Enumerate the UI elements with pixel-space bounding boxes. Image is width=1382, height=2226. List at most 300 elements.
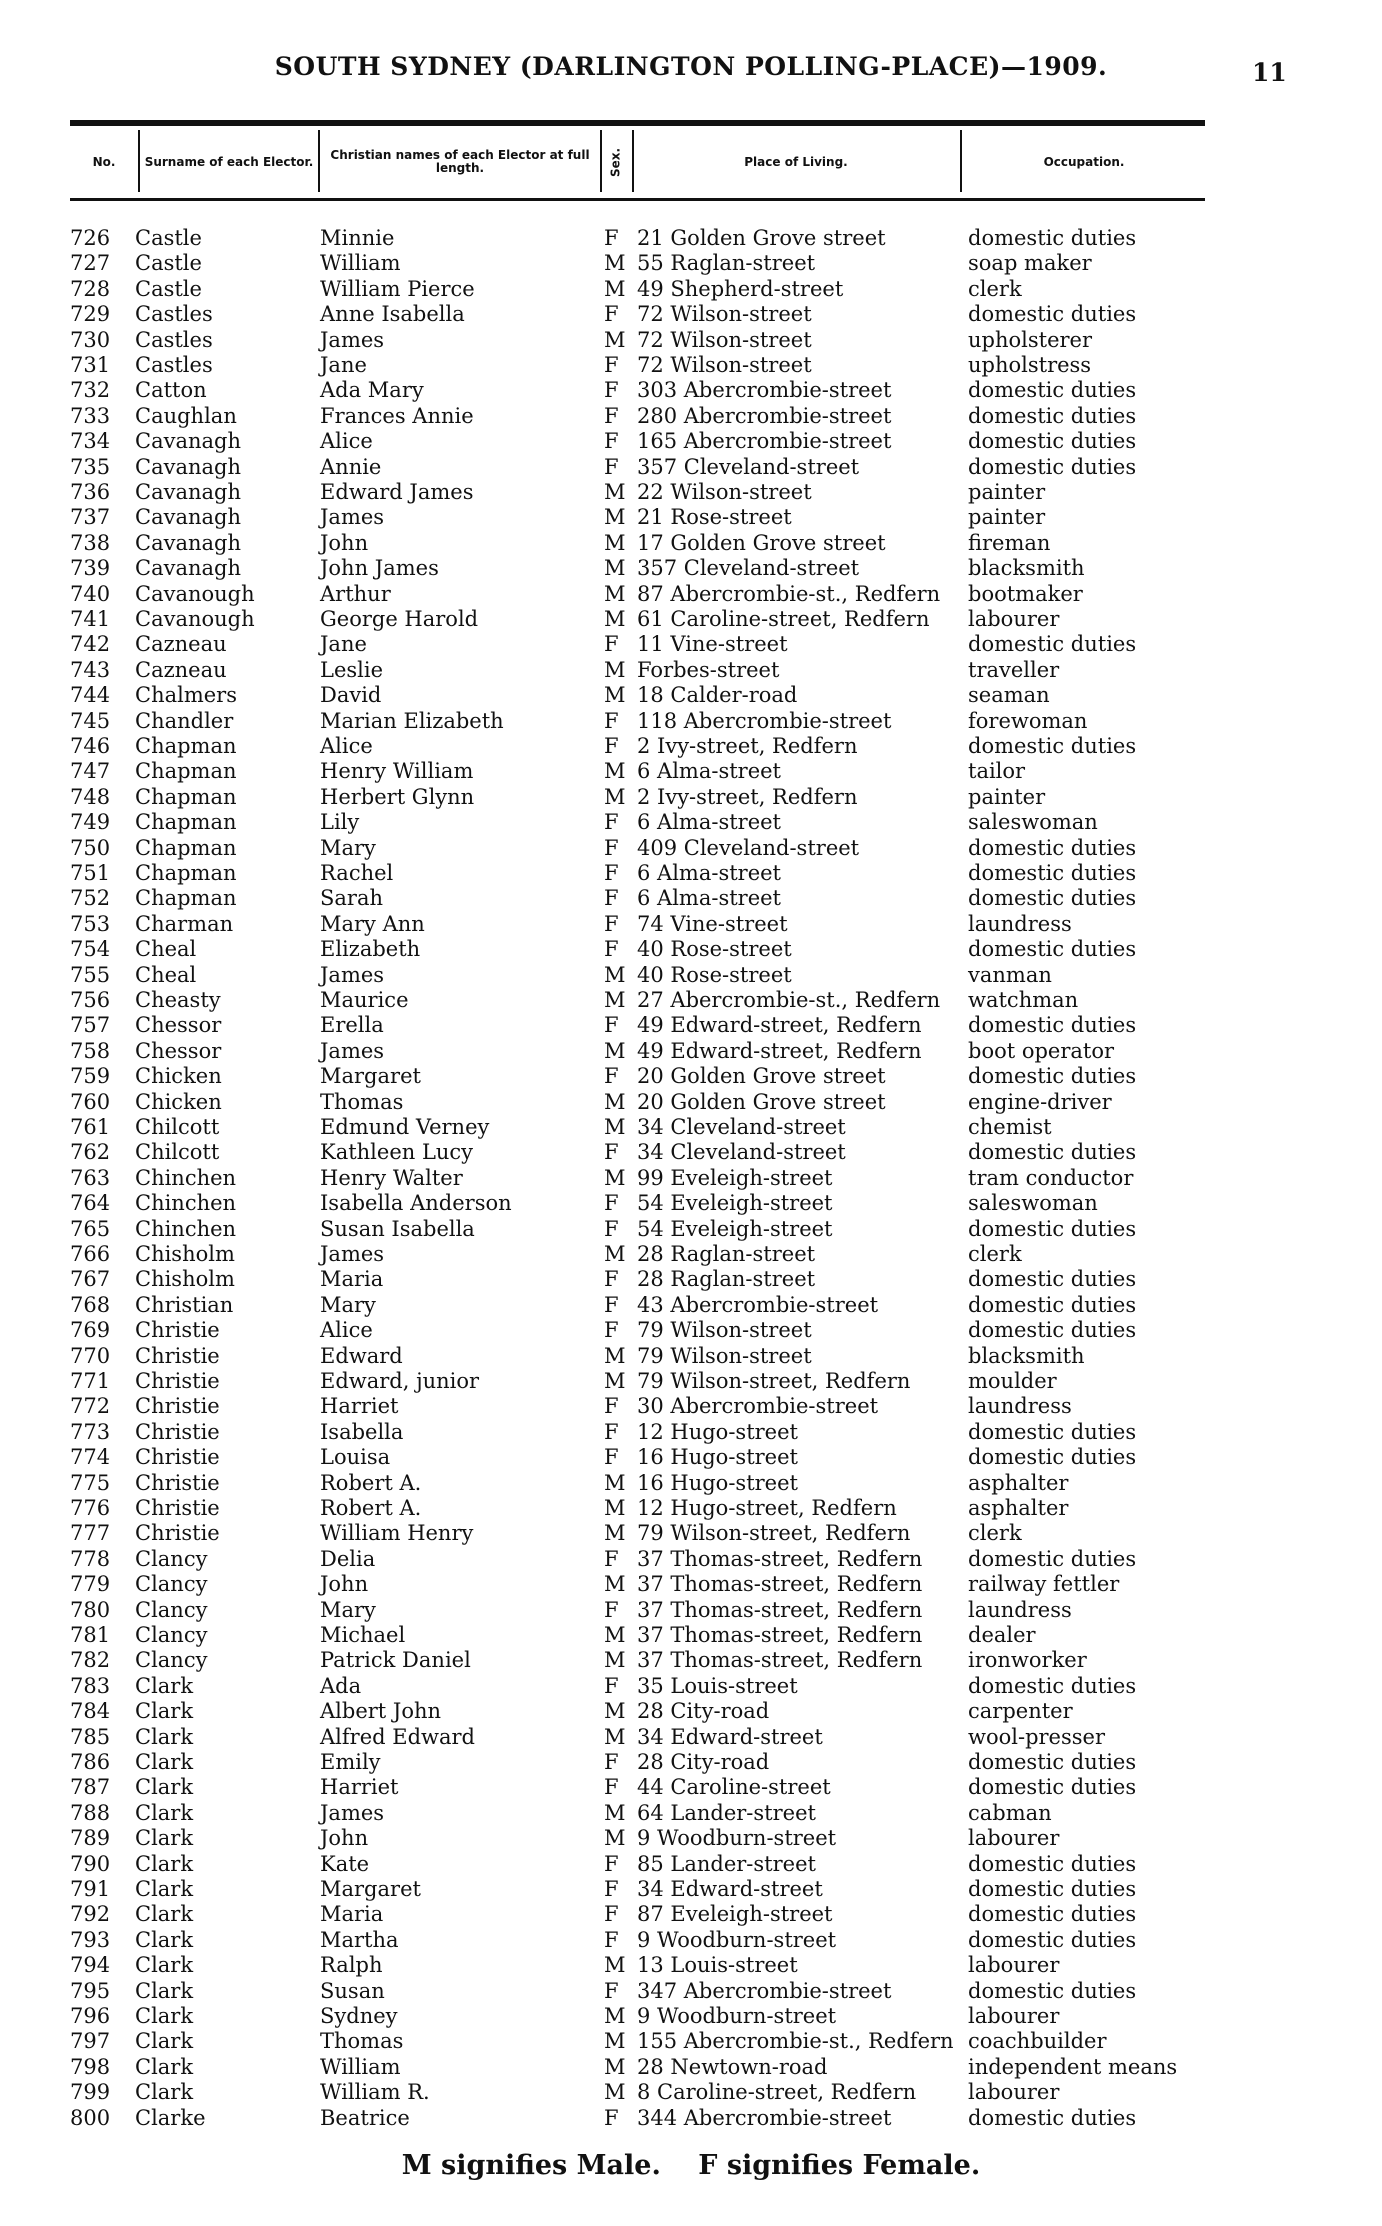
- elector-place-of-living: 2 Ivy-street, Redfern: [637, 784, 858, 809]
- elector-occupation: domestic duties: [968, 1978, 1137, 2003]
- elector-surname: Castles: [135, 302, 213, 327]
- elector-occupation: watchman: [968, 988, 1079, 1012]
- table-row: [0, 404, 1382, 429]
- elector-place-of-living: 87 Eveleigh-street: [637, 1902, 833, 1927]
- elector-number: 752: [70, 886, 111, 911]
- elector-number: 772: [70, 1394, 111, 1419]
- elector-occupation: painter: [968, 784, 1046, 809]
- elector-sex: M: [604, 1470, 626, 1495]
- table-row: [0, 1090, 1382, 1115]
- table-row: [0, 1496, 1382, 1521]
- elector-surname: Chapman: [135, 784, 237, 809]
- elector-number: 796: [70, 2004, 111, 2028]
- elector-sex: F: [604, 302, 619, 327]
- elector-occupation: painter: [968, 480, 1046, 504]
- table-row: [0, 658, 1382, 683]
- elector-sex: F: [604, 1394, 619, 1419]
- elector-number: 757: [70, 1013, 111, 1038]
- table-row: [0, 836, 1382, 861]
- elector-occupation: clerk: [968, 1242, 1022, 1266]
- elector-christian-names: James: [320, 1242, 385, 1266]
- elector-place-of-living: 28 Raglan-street: [637, 1267, 816, 1292]
- elector-christian-names: William Pierce: [320, 276, 475, 301]
- elector-place-of-living: 72 Wilson-street: [637, 353, 812, 377]
- elector-number: 792: [70, 1902, 111, 1927]
- table-row: [0, 1293, 1382, 1318]
- elector-occupation: asphalter: [968, 1470, 1069, 1495]
- elector-number: 741: [70, 607, 111, 631]
- elector-occupation: forewoman: [968, 708, 1088, 733]
- elector-number: 726: [70, 226, 111, 250]
- elector-number: 778: [70, 1546, 111, 1571]
- elector-surname: Clark: [135, 1775, 194, 1800]
- elector-place-of-living: 16 Hugo-street: [637, 1470, 798, 1495]
- elector-place-of-living: 49 Shepherd-street: [637, 276, 844, 301]
- elector-number: 769: [70, 1318, 111, 1343]
- table-row: [0, 937, 1382, 962]
- elector-place-of-living: 34 Edward-street: [637, 1877, 823, 1901]
- elector-place-of-living: 17 Golden Grove street: [637, 530, 886, 555]
- table-row: [0, 1115, 1382, 1140]
- elector-occupation: traveller: [968, 657, 1060, 682]
- table-row: [0, 1699, 1382, 1724]
- elector-number: 758: [70, 1038, 111, 1063]
- elector-place-of-living: 6 Alma-street: [637, 861, 781, 885]
- elector-surname: Christie: [135, 1369, 220, 1393]
- elector-christian-names: Sydney: [320, 2004, 398, 2028]
- elector-occupation: saleswoman: [968, 810, 1098, 835]
- elector-place-of-living: 37 Thomas-street, Redfern: [637, 1648, 923, 1673]
- table-row: [0, 1979, 1382, 2004]
- elector-surname: Christie: [135, 1394, 220, 1419]
- table-row: [0, 1394, 1382, 1419]
- elector-place-of-living: 9 Woodburn-street: [637, 1826, 837, 1851]
- elector-place-of-living: 79 Wilson-street, Redfern: [637, 1521, 911, 1546]
- elector-surname: Christian: [135, 1292, 234, 1317]
- elector-place-of-living: 49 Edward-street, Redfern: [637, 1013, 922, 1038]
- elector-number: 753: [70, 911, 111, 936]
- elector-sex: M: [604, 1038, 626, 1063]
- table-row: [0, 1191, 1382, 1216]
- elector-occupation: ironworker: [968, 1648, 1087, 1673]
- table-row: [0, 1318, 1382, 1343]
- elector-christian-names: James: [320, 327, 385, 352]
- table-row: [0, 963, 1382, 988]
- elector-sex: M: [604, 1800, 626, 1825]
- elector-surname: Chilcott: [135, 1115, 220, 1139]
- elector-number: 754: [70, 937, 111, 962]
- elector-place-of-living: 357 Cleveland-street: [637, 556, 860, 581]
- elector-christian-names: Herbert Glynn: [320, 784, 475, 809]
- elector-occupation: blacksmith: [968, 1343, 1085, 1368]
- elector-christian-names: James: [320, 962, 385, 987]
- elector-place-of-living: 8 Caroline-street, Redfern: [637, 2080, 917, 2105]
- elector-sex: F: [604, 911, 619, 936]
- elector-place-of-living: 55 Raglan-street: [637, 251, 816, 276]
- elector-place-of-living: 40 Rose-street: [637, 962, 792, 987]
- elector-christian-names: Erella: [320, 1013, 384, 1038]
- elector-sex: F: [604, 1292, 619, 1317]
- elector-occupation: laundress: [968, 1597, 1072, 1622]
- table-row: [0, 1267, 1382, 1292]
- elector-surname: Cavanagh: [135, 429, 241, 454]
- table-row: [0, 1166, 1382, 1191]
- elector-christian-names: Edward, junior: [320, 1369, 480, 1393]
- elector-occupation: vanman: [968, 962, 1052, 987]
- elector-occupation: domestic duties: [968, 378, 1137, 403]
- elector-christian-names: Isabella: [320, 1419, 404, 1444]
- elector-place-of-living: 54 Eveleigh-street: [637, 1191, 833, 1216]
- col-divider: [318, 130, 320, 192]
- elector-number: 794: [70, 1953, 111, 1978]
- elector-christian-names: Anne Isabella: [320, 302, 465, 327]
- elector-place-of-living: 87 Abercrombie-st., Redfern: [637, 581, 941, 606]
- elector-occupation: clerk: [968, 276, 1022, 301]
- col-divider: [138, 130, 140, 192]
- table-row: [0, 709, 1382, 734]
- col-divider: [632, 130, 634, 192]
- elector-place-of-living: 27 Abercrombie-st., Redfern: [637, 988, 941, 1012]
- elector-christian-names: Kate: [320, 1851, 370, 1876]
- table-row: [0, 1623, 1382, 1648]
- elector-surname: Cavanagh: [135, 505, 241, 530]
- col-header-christian-names: Christian names of each Elector at full length.: [330, 148, 590, 175]
- table-row: [0, 429, 1382, 454]
- table-row: [0, 480, 1382, 505]
- table-row: [0, 251, 1382, 276]
- elector-surname: Chicken: [135, 1089, 222, 1114]
- elector-place-of-living: 13 Louis-street: [637, 1953, 798, 1978]
- elector-christian-names: Lily: [320, 810, 360, 835]
- elector-occupation: tailor: [968, 759, 1026, 784]
- elector-number: 740: [70, 581, 111, 606]
- col-divider: [600, 130, 602, 192]
- table-row: [0, 353, 1382, 378]
- elector-christian-names: Albert John: [320, 1699, 442, 1724]
- elector-christian-names: Maria: [320, 1902, 384, 1927]
- elector-sex: M: [604, 1648, 626, 1673]
- elector-number: 799: [70, 2080, 111, 2105]
- elector-number: 800: [70, 2105, 111, 2130]
- elector-number: 751: [70, 861, 111, 885]
- col-header-place: Place of Living.: [744, 154, 848, 169]
- elector-surname: Castle: [135, 276, 202, 301]
- elector-occupation: domestic duties: [968, 835, 1137, 860]
- elector-surname: Cavanagh: [135, 454, 241, 479]
- elector-number: 731: [70, 353, 111, 377]
- table-row: [0, 988, 1382, 1013]
- elector-occupation: wool-presser: [968, 1724, 1106, 1749]
- table-row: [0, 1217, 1382, 1242]
- elector-number: 744: [70, 683, 111, 708]
- elector-christian-names: Rachel: [320, 861, 394, 885]
- table-row: [0, 582, 1382, 607]
- elector-christian-names: Mary Ann: [320, 911, 425, 936]
- elector-surname: Clark: [135, 1750, 194, 1774]
- elector-place-of-living: 85 Lander-street: [637, 1851, 816, 1876]
- elector-sex: M: [604, 276, 626, 301]
- elector-number: 747: [70, 759, 111, 784]
- elector-occupation: clerk: [968, 1521, 1022, 1546]
- elector-surname: Catton: [135, 378, 207, 403]
- elector-christian-names: Alfred Edward: [320, 1724, 475, 1749]
- elector-christian-names: Edmund Verney: [320, 1115, 490, 1139]
- elector-sex: M: [604, 1496, 626, 1520]
- elector-christian-names: Mary: [320, 835, 376, 860]
- elector-place-of-living: 34 Cleveland-street: [637, 1140, 846, 1165]
- elector-occupation: laundress: [968, 911, 1072, 936]
- elector-surname: Cavanough: [135, 607, 255, 631]
- elector-place-of-living: 303 Abercrombie-street: [637, 378, 892, 403]
- elector-place-of-living: 28 Raglan-street: [637, 1242, 816, 1266]
- table-row: [0, 1547, 1382, 1572]
- elector-place-of-living: 28 City-road: [637, 1750, 770, 1774]
- elector-sex: F: [604, 403, 619, 428]
- elector-occupation: labourer: [968, 607, 1060, 631]
- elector-place-of-living: 64 Lander-street: [637, 1800, 816, 1825]
- elector-place-of-living: 12 Hugo-street: [637, 1419, 798, 1444]
- elector-sex: F: [604, 1673, 619, 1698]
- elector-sex: M: [604, 530, 626, 555]
- elector-surname: Caughlan: [135, 403, 237, 428]
- table-row: [0, 1242, 1382, 1267]
- elector-surname: Cavanagh: [135, 530, 241, 555]
- col-header-surname: Surname of each Elector.: [144, 154, 314, 169]
- elector-occupation: labourer: [968, 2080, 1060, 2105]
- elector-christian-names: Maurice: [320, 988, 409, 1012]
- elector-christian-names: Mary: [320, 1597, 376, 1622]
- elector-sex: F: [604, 1927, 619, 1952]
- elector-sex: M: [604, 962, 626, 987]
- elector-place-of-living: 6 Alma-street: [637, 759, 781, 784]
- elector-sex: F: [604, 1267, 619, 1292]
- table-row: [0, 1064, 1382, 1089]
- elector-sex: M: [604, 1572, 626, 1597]
- elector-number: 780: [70, 1597, 111, 1622]
- elector-number: 737: [70, 505, 111, 530]
- elector-occupation: railway fettler: [968, 1572, 1120, 1597]
- elector-number: 762: [70, 1140, 111, 1165]
- elector-christian-names: Ada Mary: [320, 378, 424, 403]
- elector-occupation: domestic duties: [968, 1013, 1137, 1038]
- elector-surname: Chessor: [135, 1013, 222, 1038]
- elector-sex: M: [604, 607, 626, 631]
- elector-number: 748: [70, 784, 111, 809]
- elector-place-of-living: 49 Edward-street, Redfern: [637, 1038, 922, 1063]
- elector-surname: Charman: [135, 911, 234, 936]
- elector-occupation: fireman: [968, 530, 1051, 555]
- elector-surname: Christie: [135, 1318, 220, 1343]
- elector-occupation: domestic duties: [968, 1673, 1137, 1698]
- elector-number: 793: [70, 1927, 111, 1952]
- elector-surname: Clarke: [135, 2105, 206, 2130]
- elector-surname: Clancy: [135, 1597, 208, 1622]
- elector-surname: Chessor: [135, 1038, 222, 1063]
- table-row: [0, 531, 1382, 556]
- elector-occupation: laundress: [968, 1394, 1072, 1419]
- elector-christian-names: Maria: [320, 1267, 384, 1292]
- elector-surname: Castle: [135, 226, 202, 250]
- elector-occupation: domestic duties: [968, 1927, 1137, 1952]
- elector-sex: F: [604, 226, 619, 250]
- col-header-no: No.: [92, 154, 116, 169]
- elector-number: 790: [70, 1851, 111, 1876]
- elector-number: 728: [70, 276, 111, 301]
- elector-number: 759: [70, 1064, 111, 1089]
- table-row: [0, 632, 1382, 657]
- elector-place-of-living: 6 Alma-street: [637, 810, 781, 835]
- col-header-occupation: Occupation.: [1043, 154, 1125, 169]
- elector-occupation: domestic duties: [968, 861, 1137, 885]
- elector-sex: F: [604, 2105, 619, 2130]
- elector-christian-names: Ralph: [320, 1953, 383, 1978]
- elector-sex: M: [604, 505, 626, 530]
- elector-christian-names: Minnie: [320, 226, 395, 250]
- elector-place-of-living: 79 Wilson-street: [637, 1343, 812, 1368]
- elector-place-of-living: 2 Ivy-street, Redfern: [637, 734, 858, 758]
- elector-sex: M: [604, 988, 626, 1012]
- legend-female: F signifies Female.: [698, 2150, 981, 2181]
- elector-number: 767: [70, 1267, 111, 1292]
- elector-surname: Chinchen: [135, 1216, 237, 1241]
- elector-place-of-living: 30 Abercrombie-street: [637, 1394, 879, 1419]
- table-row: [0, 2004, 1382, 2029]
- elector-number: 764: [70, 1191, 111, 1216]
- elector-number: 730: [70, 327, 111, 352]
- elector-number: 797: [70, 2029, 111, 2054]
- elector-occupation: labourer: [968, 1953, 1060, 1978]
- elector-place-of-living: 11 Vine-street: [637, 632, 788, 657]
- elector-number: 775: [70, 1470, 111, 1495]
- elector-number: 789: [70, 1826, 111, 1851]
- elector-christian-names: Alice: [320, 734, 373, 758]
- elector-sex: M: [604, 1623, 626, 1647]
- elector-number: 785: [70, 1724, 111, 1749]
- elector-christian-names: John: [320, 530, 369, 555]
- elector-sex: F: [604, 1064, 619, 1089]
- elector-place-of-living: 43 Abercrombie-street: [637, 1292, 879, 1317]
- table-row: [0, 1852, 1382, 1877]
- elector-occupation: carpenter: [968, 1699, 1073, 1724]
- table-row: [0, 810, 1382, 835]
- elector-sex: F: [604, 937, 619, 962]
- table-row: [0, 302, 1382, 327]
- table-row: [0, 1521, 1382, 1546]
- elector-occupation: upholsterer: [968, 327, 1093, 352]
- elector-surname: Chisholm: [135, 1242, 235, 1266]
- elector-christian-names: Beatrice: [320, 2105, 410, 2130]
- elector-surname: Christie: [135, 1343, 220, 1368]
- elector-sex: M: [604, 1343, 626, 1368]
- elector-surname: Clark: [135, 1953, 194, 1978]
- elector-occupation: engine-driver: [968, 1089, 1112, 1114]
- elector-place-of-living: 34 Edward-street: [637, 1724, 823, 1749]
- elector-number: 761: [70, 1115, 111, 1139]
- elector-occupation: seaman: [968, 683, 1050, 708]
- elector-surname: Clancy: [135, 1623, 208, 1647]
- elector-surname: Chinchen: [135, 1165, 237, 1190]
- elector-occupation: soap maker: [968, 251, 1092, 276]
- elector-number: 781: [70, 1623, 111, 1647]
- elector-surname: Chandler: [135, 708, 234, 733]
- elector-number: 755: [70, 962, 111, 987]
- elector-occupation: asphalter: [968, 1496, 1069, 1520]
- elector-surname: Chapman: [135, 886, 237, 911]
- elector-christian-names: Arthur: [320, 581, 391, 606]
- table-row: [0, 1877, 1382, 1902]
- elector-number: 733: [70, 403, 111, 428]
- elector-sex: F: [604, 1775, 619, 1800]
- elector-number: 795: [70, 1978, 111, 2003]
- elector-christian-names: Delia: [320, 1546, 376, 1571]
- elector-sex: M: [604, 657, 626, 682]
- elector-occupation: domestic duties: [968, 429, 1137, 454]
- elector-occupation: domestic duties: [968, 886, 1137, 911]
- table-row: [0, 2055, 1382, 2080]
- elector-number: 766: [70, 1242, 111, 1266]
- elector-number: 776: [70, 1496, 111, 1520]
- elector-christian-names: Marian Elizabeth: [320, 708, 504, 733]
- elector-sex: M: [604, 1115, 626, 1139]
- elector-occupation: domestic duties: [968, 1902, 1137, 1927]
- elector-number: 788: [70, 1800, 111, 1825]
- elector-christian-names: Thomas: [320, 2029, 404, 2054]
- table-row: [0, 277, 1382, 302]
- page-number: 11: [1252, 58, 1287, 87]
- elector-surname: Clark: [135, 2029, 194, 2054]
- elector-christian-names: John: [320, 1826, 369, 1851]
- elector-sex: M: [604, 556, 626, 581]
- elector-christian-names: Harriet: [320, 1394, 399, 1419]
- elector-place-of-living: 79 Wilson-street: [637, 1318, 812, 1343]
- elector-sex: F: [604, 632, 619, 657]
- elector-sex: F: [604, 734, 619, 758]
- elector-sex: F: [604, 353, 619, 377]
- elector-surname: Clark: [135, 1724, 194, 1749]
- elector-christian-names: Frances Annie: [320, 403, 474, 428]
- elector-number: 784: [70, 1699, 111, 1724]
- elector-surname: Cavanagh: [135, 480, 241, 504]
- elector-surname: Cheasty: [135, 988, 221, 1012]
- elector-number: 791: [70, 1877, 111, 1901]
- elector-occupation: domestic duties: [968, 1419, 1137, 1444]
- elector-surname: Castles: [135, 327, 213, 352]
- elector-sex: F: [604, 1902, 619, 1927]
- elector-christian-names: Kathleen Lucy: [320, 1140, 474, 1165]
- table-row: [0, 1750, 1382, 1775]
- elector-surname: Clark: [135, 1902, 194, 1927]
- elector-christian-names: James: [320, 1800, 385, 1825]
- elector-place-of-living: 9 Woodburn-street: [637, 2004, 837, 2028]
- elector-surname: Chapman: [135, 734, 237, 758]
- elector-christian-names: William R.: [320, 2080, 430, 2105]
- elector-christian-names: Henry Walter: [320, 1165, 463, 1190]
- elector-christian-names: William Henry: [320, 1521, 474, 1546]
- elector-christian-names: Patrick Daniel: [320, 1648, 471, 1673]
- legend-male: M signifies Male.: [401, 2150, 661, 2181]
- elector-number: 770: [70, 1343, 111, 1368]
- elector-sex: F: [604, 1216, 619, 1241]
- elector-place-of-living: 9 Woodburn-street: [637, 1927, 837, 1952]
- elector-surname: Chisholm: [135, 1267, 235, 1292]
- elector-christian-names: William: [320, 2054, 401, 2079]
- elector-surname: Clark: [135, 1673, 194, 1698]
- elector-occupation: painter: [968, 505, 1046, 530]
- elector-number: 783: [70, 1673, 111, 1698]
- elector-occupation: domestic duties: [968, 1546, 1137, 1571]
- elector-sex: F: [604, 861, 619, 885]
- table-row: [0, 607, 1382, 632]
